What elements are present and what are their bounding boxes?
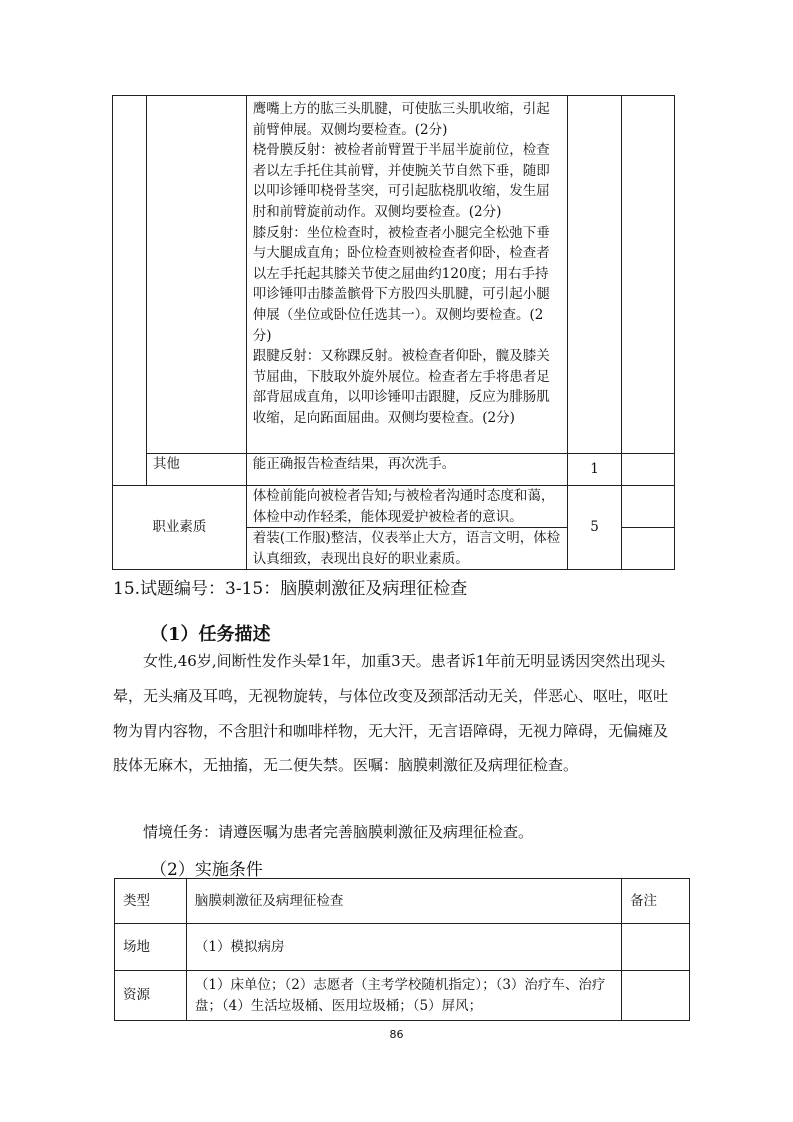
scenario-task: 情境任务：请遵医嘱为患者完善脑膜刺激征及病理征检查。: [143, 823, 534, 841]
criteria-text: 桡骨膜反射：被检者前臂置于半屈半旋前位，检查者以左手托住其前臂，并使腕关节自然下垂，随即以叩诊锤叩桡骨茎突，可引起肱桡肌收缩，发生屈肘和前臂旋前动作。双侧均要检查。(2分): [252, 142, 550, 220]
question-heading: 15.试题编号：3-15：脑膜刺激征及病理征检查: [113, 579, 468, 599]
prof-text-2: 着装(工作服)整洁，仪表举止大方，语言文明，体检认真细致，表现出良好的职业素质。: [246, 528, 567, 570]
section-heading-conditions: （2）实施条件: [150, 860, 263, 880]
criteria-text: 鹰嘴上方的肱三头肌腱，可使肱三头肌收缩，引起前臂伸展。双侧均要检查。(2分): [252, 101, 550, 138]
conditions-table: [114, 878, 690, 1021]
other-label: 其他: [146, 454, 246, 486]
table-cell: 资源: [115, 971, 187, 1021]
table-cell: 备注: [622, 879, 690, 924]
other-score: 1: [568, 454, 622, 486]
criteria-text: 跟腱反射：又称踝反射。被检查者仰卧，髋及膝关节屈曲，下肢取外旋外展位。检查者左手将患者足部背屈成直角，以叩诊锤叩击跟腱，反应为腓肠肌收缩，足向跖面屈曲。双侧均要检查。(2分): [252, 348, 550, 426]
table-cell: （1）床单位；（2）志愿者（主考学校随机指定）；（3）治疗车、治疗盘；（4）生活垃圾桶、医用垃圾桶；（5）屏风；: [186, 971, 621, 1021]
page-number: 86: [389, 1028, 404, 1041]
table-cell: [622, 971, 690, 1021]
table-cell: [622, 924, 690, 971]
other-text: 能正确报告检查结果，再次洗手。: [246, 454, 567, 486]
prof-label: 职业素质: [113, 486, 247, 570]
table-cell: （1）模拟病房: [186, 924, 621, 971]
criteria-text: 膝反射：坐位检查时，被检查者小腿完全松弛下垂与大腿成直角；卧位检查则被检查者仰卧，检查者以左手托起其膝关节使之屈曲约120度；用右手持叩诊锤叩击膝盖髌骨下方股四头肌腱，可引起小腿伸展（坐位或卧位任选其一）。双侧均要检查。(2分): [252, 224, 550, 344]
table-cell: 脑膜刺激征及病理征检查: [186, 879, 621, 924]
section-heading-task: （1）任务描述: [150, 624, 271, 645]
table-cell: 类型: [115, 879, 187, 924]
table-cell: 场地: [115, 924, 187, 971]
task-description: 女性,46岁,间断性发作头晕1年，加重3天。患者诉1年前无明显诱因突然出现头晕，无头痛及耳鸣，无视物旋转，与体位改变及颈部活动无关，伴恶心、呕吐，呕吐物为胃内容物，不含胆汁和咖啡样物，无大汗，无言语障碍，无视力障碍，无偏瘫及肢体无麻木，无抽搐，无二便失禁。医嘱：脑膜刺激征及病理征检查。: [113, 652, 669, 775]
prof-score: 5: [568, 486, 622, 570]
prof-text-1: 体检前能向被检者告知;与被检者沟通时态度和蔼，体检中动作轻柔，能体现爱护被检者的意识。: [246, 486, 567, 528]
reflex-criteria-cell: [246, 96, 567, 454]
scoring-table: [112, 95, 675, 570]
